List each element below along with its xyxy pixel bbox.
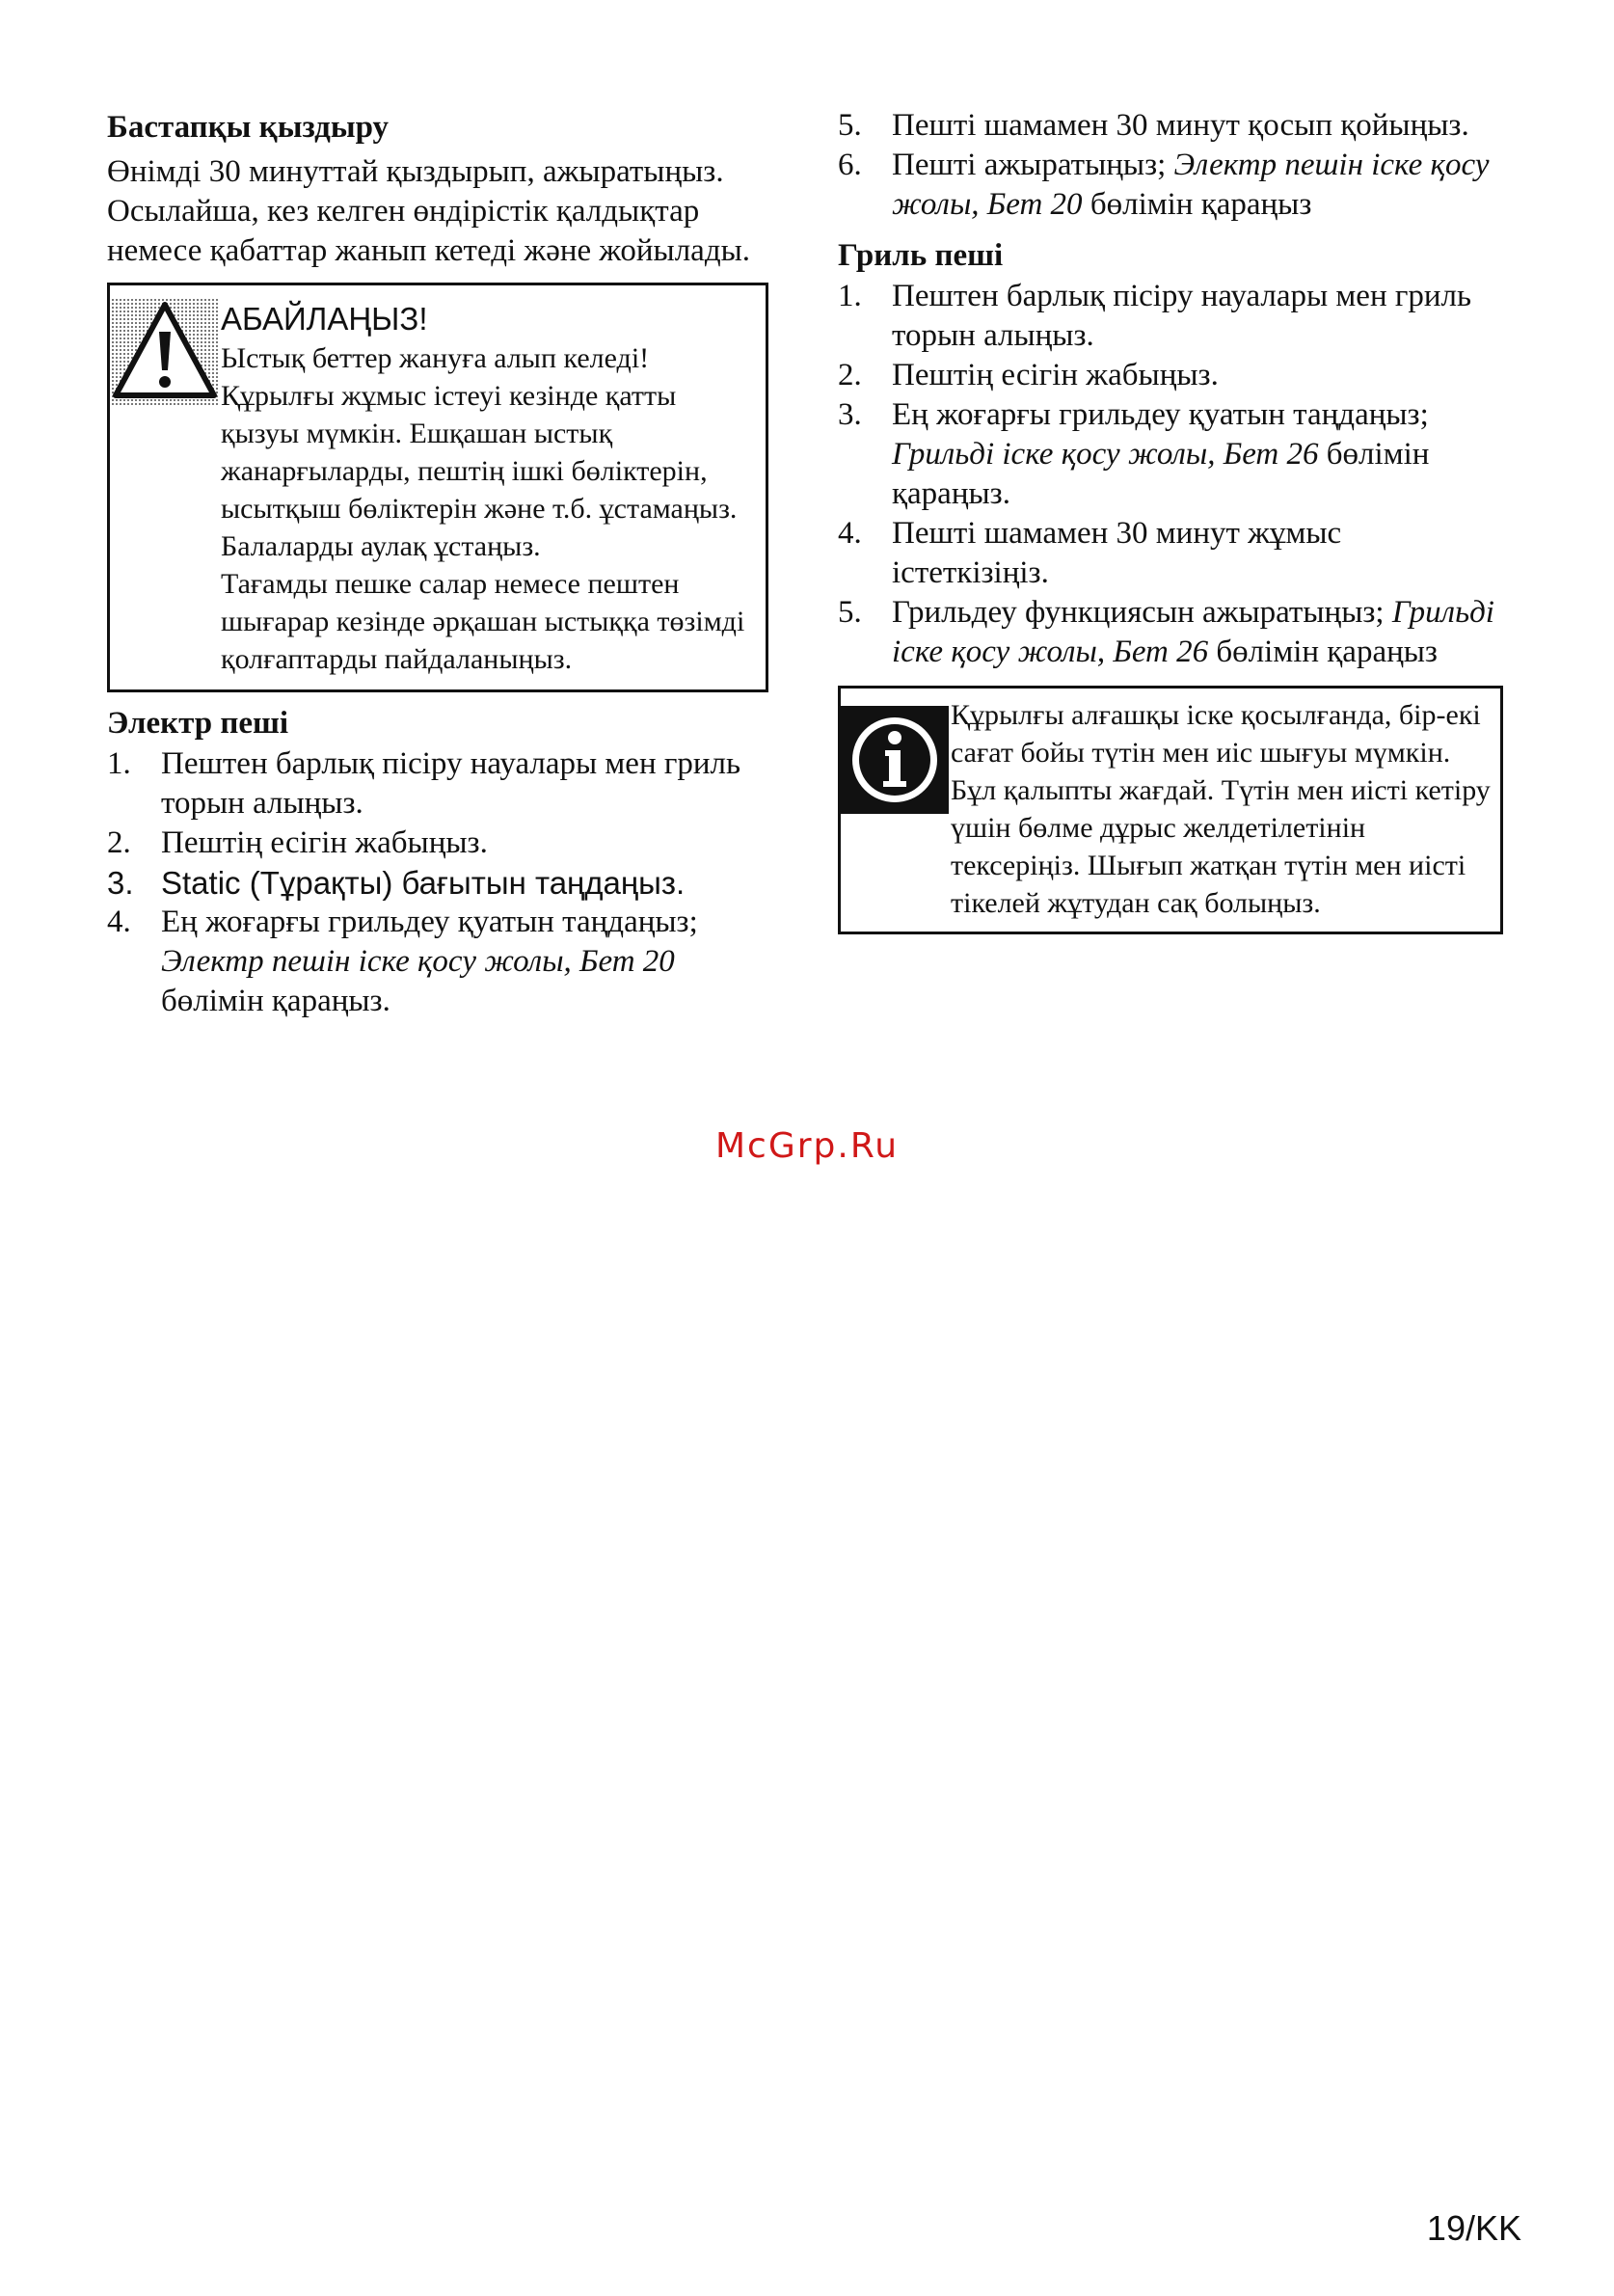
cross-reference: Грильді іске қосу жолы, Бет 26	[892, 437, 1319, 472]
list-item: 4. Пешті шамамен 30 минут жұмыс істеткізіңіз.	[838, 516, 1342, 590]
left-column	[107, 106, 782, 1021]
grill-oven-steps	[838, 277, 1503, 672]
list-item: 1. Пештен барлық пісіру науалары мен гриль торын алыңыз.	[838, 279, 1472, 353]
list-item: 6. Пешті ажыратыңыз; Электр пешін іске қосу жолы, Бет 20 бөлімін қараңыз	[838, 148, 1490, 222]
cross-reference: Грильді іске қосу жолы, Бет 26	[892, 595, 1494, 669]
cross-reference: Электр пешін іске қосу жолы, Бет 20	[161, 944, 675, 979]
warning-text-gloves: Тағамды пешке салар немесе пештен шығарар кезінде әрқашан ыстыққа төзімді қолғаптарды пайдаланыңыз.	[221, 568, 745, 675]
page-number: 19/KK	[1426, 2208, 1521, 2248]
list-item: 3. Ең жоғарғы грильдеу қуатын таңдаңыз; Грильді іске қосу жолы, Бет 26 бөлімін қараңыз.	[838, 397, 1430, 511]
info-icon	[841, 706, 949, 814]
list-item: 4. Ең жоғарғы грильдеу қуатын таңдаңыз; Электр пешін іске қосу жолы, Бет 20 бөлімін қараңыз.	[107, 905, 698, 1018]
info-box	[838, 686, 1503, 934]
electric-oven-steps	[107, 744, 782, 1021]
list-item: 1. Пештен барлық пісіру науалары мен гриль торын алыңыз.	[107, 746, 741, 821]
cross-reference: Электр пешін іске қосу жолы, Бет 20	[892, 148, 1490, 222]
warning-text-hot-surfaces: Ыстық беттер жануға алып келеді! Құрылғы жұмыс істеуі кезінде қатты қызуы мүмкін. Ешқашан ыстық жанарғыларды, пештің ішкі бөліктерін, ысытқыш бөліктерін және т.б. ұстамаңыз. Балаларды аулақ ұстаңыз.	[221, 342, 738, 562]
warning-box	[107, 283, 768, 692]
list-item: 5. Пешті шамамен 30 минут қосып қойыңыз.	[838, 108, 1469, 143]
list-item: 3. Static (Тұрақты) бағытын таңдаңыз.	[107, 865, 686, 901]
watermark: McGrp.Ru	[714, 1126, 900, 1166]
electric-oven-steps-continued	[838, 106, 1503, 225]
section-heading-electric-oven: Электр пеші	[107, 706, 289, 741]
warning-title: АБАЙЛАҢЫЗ!	[221, 301, 428, 337]
warning-triangle-icon	[112, 299, 218, 405]
info-text: Құрылғы алғашқы іске қосылғанда, бір-екі сағат бойы түтін мен иіс шығуы мүмкін. Бұл қалыпты жағдай. Түтін мен иісті кетіру үшін бөлме дұрыс желдетілетінін тексеріңіз. Шығып жатқан түтін мен иісті тікелей жұтудан сақ болыңыз.	[951, 699, 1491, 919]
list-item: 5. Грильдеу функциясын ажыратыңыз; Грильді іске қосу жолы, Бет 26 бөлімін қараңыз	[838, 595, 1494, 669]
list-item: 2. Пештің есігін жабыңыз.	[838, 358, 1219, 392]
right-column	[838, 106, 1503, 934]
section-heading-grill-oven: Гриль пеші	[838, 238, 1004, 273]
list-item: 2. Пештің есігін жабыңыз.	[107, 825, 488, 860]
section-heading-initial-heating: Бастапқы қыздыру	[107, 110, 390, 145]
intro-paragraph: Өнімді 30 минуттай қыздырып, ажыратыңыз. Осылайша, кез келген өндірістік қалдықтар немесе қабаттар жанып кетеді және жойылады.	[107, 154, 751, 268]
